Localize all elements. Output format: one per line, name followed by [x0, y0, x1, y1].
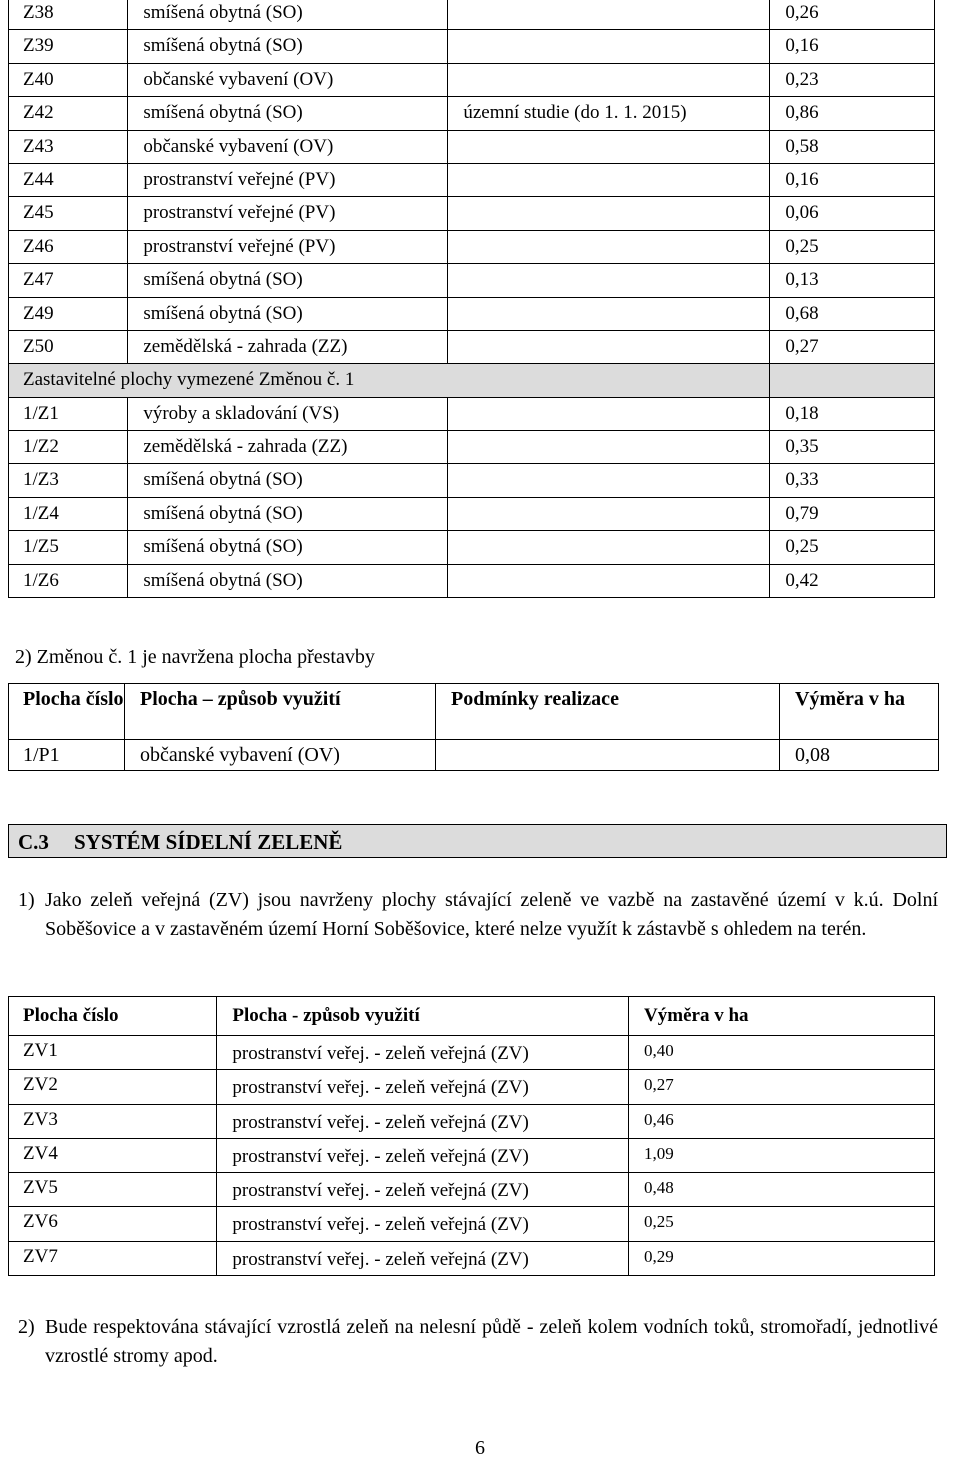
table-row: [9, 30, 935, 63]
table-section-row: [9, 364, 935, 397]
table-row: [9, 1138, 935, 1172]
cell-area: 0,16: [770, 30, 935, 63]
cell-use: prostranství veřej. - zeleň veřejná (ZV): [217, 1138, 629, 1172]
cell-use: výroby a skladování (VS): [128, 397, 448, 430]
cell-conditions: [448, 130, 770, 163]
cell-conditions: [448, 197, 770, 230]
cell-use: smíšená obytná (SO): [128, 0, 448, 30]
section-title: SYSTÉM SÍDELNÍ ZELENĚ: [74, 830, 343, 854]
cell-area: 0,79: [770, 497, 935, 530]
table-row: [9, 1173, 935, 1207]
cell-area: 0,29: [629, 1241, 935, 1275]
cell-id: ZV3: [9, 1104, 217, 1138]
cell-use: občanské vybavení (OV): [125, 740, 436, 771]
cell-use: prostranství veřej. - zeleň veřejná (ZV): [217, 1207, 629, 1241]
cell-use: prostranství veřej. - zeleň veřejná (ZV): [217, 1036, 629, 1070]
cell-conditions: [448, 497, 770, 530]
cell-id: 1/Z4: [9, 497, 128, 530]
cell-area: 0,25: [770, 230, 935, 263]
header-area: Výměra v ha: [780, 684, 939, 740]
cell-id: 1/Z6: [9, 564, 128, 597]
table-row: [9, 531, 935, 564]
cell-conditions: [448, 431, 770, 464]
header-id: Plocha číslo: [9, 997, 217, 1036]
cell-area: 1,09: [629, 1138, 935, 1172]
table-row: [9, 330, 935, 363]
cell-id: 1/P1: [9, 740, 125, 771]
cell-use: prostranství veřej. - zeleň veřejná (ZV): [217, 1173, 629, 1207]
cell-id: ZV7: [9, 1241, 217, 1275]
cell-use: smíšená obytná (SO): [128, 264, 448, 297]
header-use: Plocha - způsob využití: [217, 997, 629, 1036]
cell-conditions: [448, 163, 770, 196]
cell-use: prostranství veřejné (PV): [128, 230, 448, 263]
cell-id: Z40: [9, 63, 128, 96]
table-row: [9, 130, 935, 163]
cell-use: občanské vybavení (OV): [128, 63, 448, 96]
cell-conditions: [448, 464, 770, 497]
cell-id: ZV5: [9, 1173, 217, 1207]
rebuild-paragraph: [15, 643, 935, 672]
table-row: [9, 63, 935, 96]
cell-id: Z50: [9, 330, 128, 363]
cell-area: 0,33: [770, 464, 935, 497]
cell-conditions: [448, 297, 770, 330]
green-paragraph-1-number: 1): [18, 889, 35, 911]
cell-id: 1/Z1: [9, 397, 128, 430]
cell-conditions: [448, 397, 770, 430]
table-row: [9, 464, 935, 497]
cell-conditions: [448, 230, 770, 263]
cell-area: 0,23: [770, 63, 935, 96]
cell-area: 0,68: [770, 297, 935, 330]
cell-conditions: [448, 531, 770, 564]
page-number: 6: [475, 1437, 485, 1459]
cell-area: 0,18: [770, 397, 935, 430]
table-row: [9, 97, 935, 130]
cell-conditions: [436, 740, 780, 771]
green-paragraph-2: [18, 1313, 938, 1371]
section-heading: [8, 824, 947, 858]
table-row: [9, 564, 935, 597]
cell-conditions: [448, 63, 770, 96]
cell-area: 0,35: [770, 431, 935, 464]
table-row: [9, 230, 935, 263]
cell-use: prostranství veřej. - zeleň veřejná (ZV): [217, 1070, 629, 1104]
cell-use: prostranství veřejné (PV): [128, 197, 448, 230]
cell-conditions: [448, 330, 770, 363]
cell-id: Z45: [9, 197, 128, 230]
public-green-table: [8, 996, 935, 1276]
cell-area: 0,27: [770, 330, 935, 363]
cell-id: Z43: [9, 130, 128, 163]
rebuild-paragraph-number: 2): [15, 646, 32, 668]
table-row: [9, 397, 935, 430]
table-row: [9, 740, 939, 771]
table-row: [9, 197, 935, 230]
table-row: [9, 497, 935, 530]
cell-use: smíšená obytná (SO): [128, 297, 448, 330]
green-paragraph-2-number: 2): [18, 1316, 35, 1338]
rebuild-paragraph-text: Změnou č. 1 je navržena plocha přestavby: [36, 646, 375, 668]
header-area: Výměra v ha: [629, 997, 935, 1036]
cell-id: Z44: [9, 163, 128, 196]
table-header-row: [9, 684, 939, 740]
table-row: [9, 1070, 935, 1104]
cell-use: smíšená obytná (SO): [128, 464, 448, 497]
cell-id: Z39: [9, 30, 128, 63]
rebuild-areas-table: [8, 683, 939, 771]
cell-area: 0,46: [629, 1104, 935, 1138]
cell-area: 0,16: [770, 163, 935, 196]
cell-area: 0,58: [770, 130, 935, 163]
table-row: [9, 431, 935, 464]
header-use: Plocha – způsob využití: [125, 684, 436, 740]
cell-area: 0,08: [780, 740, 939, 771]
cell-use: smíšená obytná (SO): [128, 497, 448, 530]
cell-use: zemědělská - zahrada (ZZ): [128, 330, 448, 363]
cell-conditions: [448, 264, 770, 297]
cell-id: ZV1: [9, 1036, 217, 1070]
cell-id: Z47: [9, 264, 128, 297]
cell-use: smíšená obytná (SO): [128, 564, 448, 597]
cell-id: Z42: [9, 97, 128, 130]
cell-use: smíšená obytná (SO): [128, 30, 448, 63]
cell-area: 0,06: [770, 197, 935, 230]
green-paragraph-1: [18, 886, 938, 944]
section-label: Zastavitelné plochy vymezené Změnou č. 1: [9, 364, 770, 397]
cell-id: 1/Z3: [9, 464, 128, 497]
table-row: [9, 163, 935, 196]
cell-conditions: [448, 0, 770, 30]
header-id: Plocha číslo: [9, 684, 125, 740]
header-conditions: Podmínky realizace: [436, 684, 780, 740]
cell-id: ZV6: [9, 1207, 217, 1241]
green-paragraph-2-text: Bude respektována stávající vzrostlá zeleň na nelesní půdě - zeleň kolem vodních toků, stromořadí, jednotlivé vzrostlé stromy apod.: [45, 1316, 938, 1367]
cell-area: 0,25: [629, 1207, 935, 1241]
cell-area: 0,13: [770, 264, 935, 297]
cell-id: Z49: [9, 297, 128, 330]
cell-use: občanské vybavení (OV): [128, 130, 448, 163]
cell-use: prostranství veřej. - zeleň veřejná (ZV): [217, 1104, 629, 1138]
table-row: [9, 0, 935, 30]
cell-area: 0,42: [770, 564, 935, 597]
cell-use: zemědělská - zahrada (ZZ): [128, 431, 448, 464]
buildable-areas-table: [8, 0, 935, 598]
table-row: [9, 1241, 935, 1275]
cell-use: smíšená obytná (SO): [128, 531, 448, 564]
cell-id: Z38: [9, 0, 128, 30]
cell-id: Z46: [9, 230, 128, 263]
cell-area: 0,48: [629, 1173, 935, 1207]
green-paragraph-1-text: Jako zeleň veřejná (ZV) jsou navrženy plochy stávající zeleně ve vazbě na zastavěné území v k.ú. Dolní Soběšovice a v zastavěném území Horní Soběšovice, které nelze využít k zástavbě s ohledem na terén.: [45, 889, 938, 940]
cell-area: 0,25: [770, 531, 935, 564]
cell-id: ZV2: [9, 1070, 217, 1104]
cell-area: 0,86: [770, 97, 935, 130]
table-row: [9, 1104, 935, 1138]
cell-use: smíšená obytná (SO): [128, 97, 448, 130]
section-number: C.3: [18, 830, 49, 854]
table-row: [9, 1036, 935, 1070]
table-row: [9, 264, 935, 297]
cell-id: 1/Z2: [9, 431, 128, 464]
cell-area: 0,27: [629, 1070, 935, 1104]
cell-area: 0,40: [629, 1036, 935, 1070]
table-header-row: [9, 997, 935, 1036]
cell-area: 0,26: [770, 0, 935, 30]
section-empty-cell: [770, 364, 935, 397]
cell-id: 1/Z5: [9, 531, 128, 564]
cell-conditions: územní studie (do 1. 1. 2015): [448, 97, 770, 130]
cell-conditions: [448, 30, 770, 63]
table-row: [9, 1207, 935, 1241]
cell-id: ZV4: [9, 1138, 217, 1172]
table-row: [9, 297, 935, 330]
cell-use: prostranství veřej. - zeleň veřejná (ZV): [217, 1241, 629, 1275]
cell-use: prostranství veřejné (PV): [128, 163, 448, 196]
cell-conditions: [448, 564, 770, 597]
